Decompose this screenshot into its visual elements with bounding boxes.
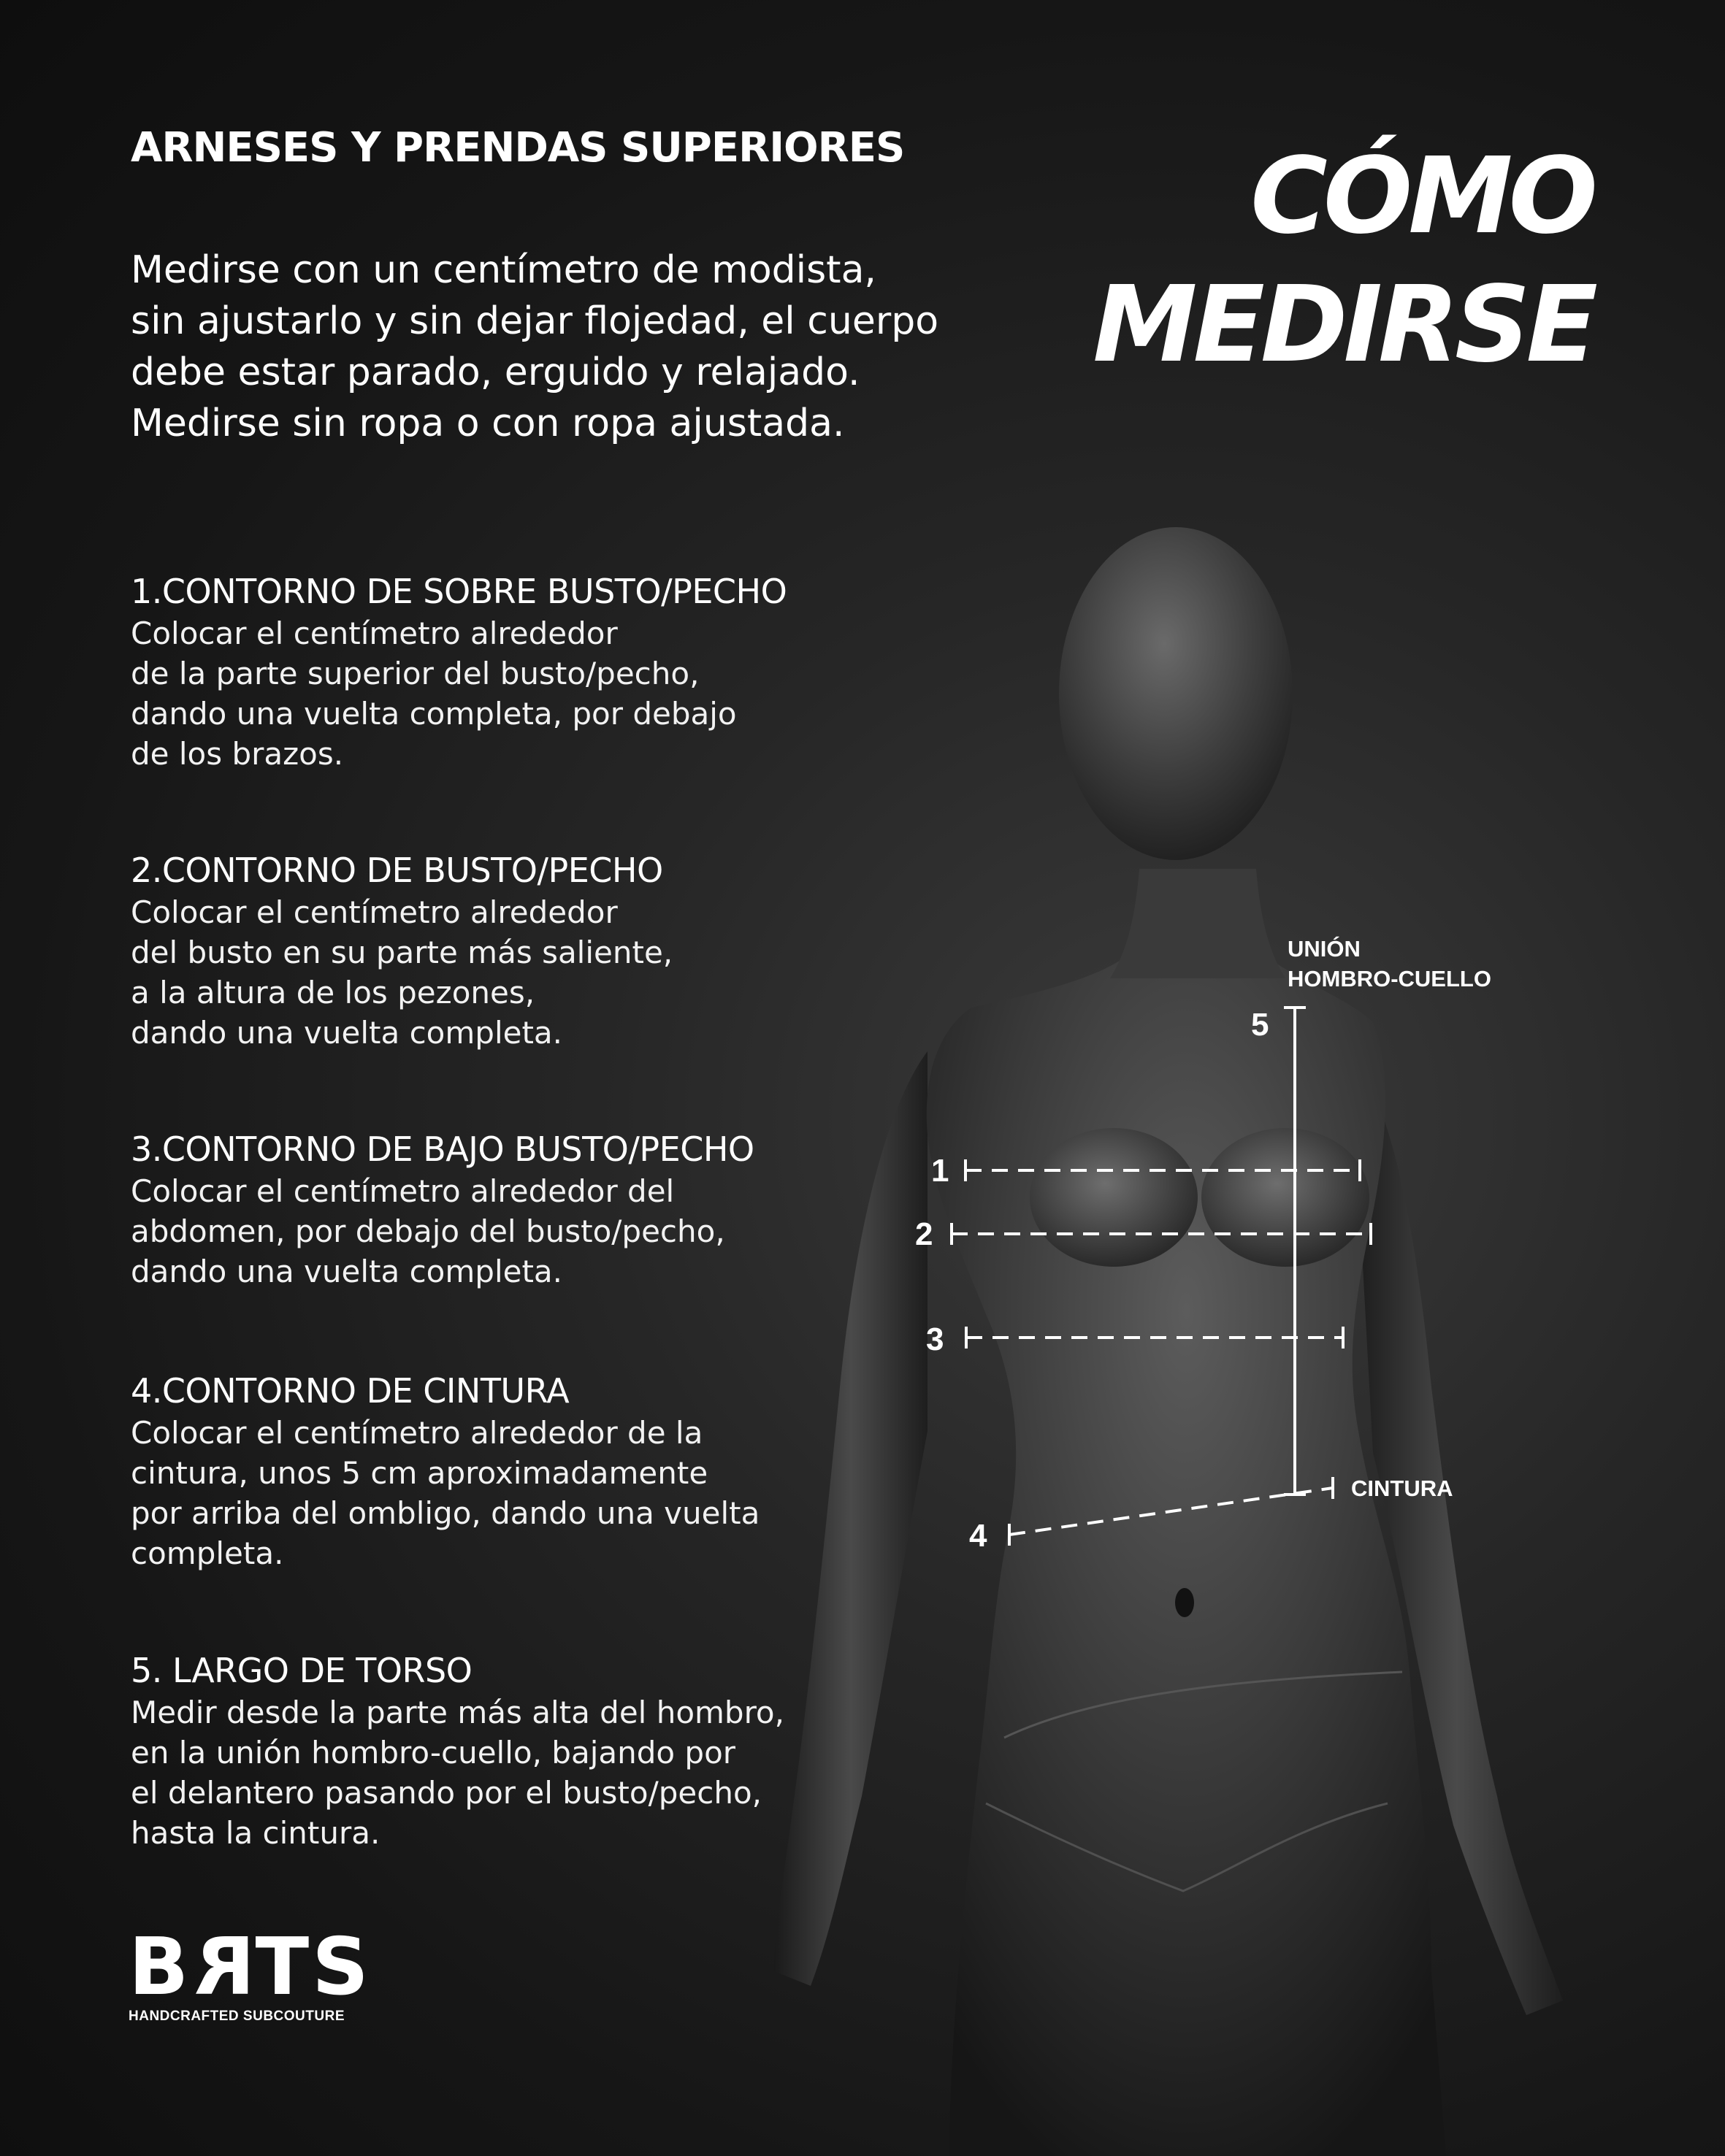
label-waist: CINTURA — [1351, 1476, 1453, 1501]
left-arm — [774, 1051, 927, 1986]
step-line: de la parte superior del busto/pecho, — [131, 656, 700, 691]
intro-line: sin ajustarlo y sin dejar flojedad, el cuerpo — [131, 299, 939, 343]
step-line: a la altura de los pezones, — [131, 975, 535, 1010]
logo-wordmark: BRTS — [129, 1922, 372, 2013]
brand-tagline: HANDCRAFTED SUBCOUTURE — [129, 2009, 345, 2024]
step-line: Colocar el centímetro alrededor — [131, 615, 618, 651]
breast-left — [1030, 1128, 1198, 1267]
step-line: Colocar el centímetro alrededor del — [131, 1173, 675, 1209]
step-line: el delantero pasando por el busto/pecho, — [131, 1775, 762, 1811]
head — [1059, 527, 1293, 860]
step-line: completa. — [131, 1535, 284, 1571]
marker-2: 2 — [915, 1216, 933, 1252]
step-title: 4.CONTORNO DE CINTURA — [131, 1371, 570, 1411]
step-line: del busto en su parte más saliente, — [131, 935, 673, 970]
step-line: dando una vuelta completa. — [131, 1015, 563, 1051]
marker-4: 4 — [969, 1518, 987, 1554]
main-title-line-1: CÓMO — [1250, 134, 1594, 257]
neck — [1110, 869, 1285, 978]
breast-right — [1201, 1128, 1369, 1267]
step-title: 1.CONTORNO DE SOBRE BUSTO/PECHO — [131, 572, 787, 611]
marker-1: 1 — [931, 1153, 949, 1189]
step-line: hasta la cintura. — [131, 1815, 380, 1851]
step-line: en la unión hombro-cuello, bajando por — [131, 1735, 736, 1771]
marker-3: 3 — [926, 1321, 944, 1357]
step-line: por arriba del ombligo, dando una vuelta — [131, 1495, 760, 1531]
step-line: Colocar el centímetro alrededor de la — [131, 1415, 703, 1451]
intro-line: debe estar parado, erguido y relajado. — [131, 350, 860, 394]
step-line: cintura, unos 5 cm aproximadamente — [131, 1455, 708, 1491]
step-line: dando una vuelta completa. — [131, 1254, 563, 1289]
step-line: Colocar el centímetro alrededor — [131, 894, 618, 930]
section-title: ARNESES Y PRENDAS SUPERIORES — [131, 124, 905, 172]
intro-line: Medirse sin ropa o con ropa ajustada. — [131, 402, 845, 445]
label-shoulder-neck-2: HOMBRO-CUELLO — [1288, 966, 1491, 991]
main-title-line-2: MEDIRSE — [1093, 263, 1594, 385]
navel — [1175, 1588, 1194, 1617]
step-title: 3.CONTORNO DE BAJO BUSTO/PECHO — [131, 1129, 754, 1169]
step-title: 2.CONTORNO DE BUSTO/PECHO — [131, 851, 663, 890]
torso — [927, 949, 1446, 2156]
step-line: de los brazos. — [131, 736, 344, 772]
step-line: Medir desde la parte más alta del hombro, — [131, 1695, 784, 1730]
step-line: dando una vuelta completa, por debajo — [131, 696, 737, 732]
step-title: 5. LARGO DE TORSO — [131, 1651, 473, 1690]
marker-5: 5 — [1251, 1007, 1269, 1043]
step-line: abdomen, por debajo del busto/pecho, — [131, 1213, 725, 1249]
intro-line: Medirse con un centímetro de modista, — [131, 248, 876, 292]
label-shoulder-neck-1: UNIÓN — [1288, 936, 1361, 962]
